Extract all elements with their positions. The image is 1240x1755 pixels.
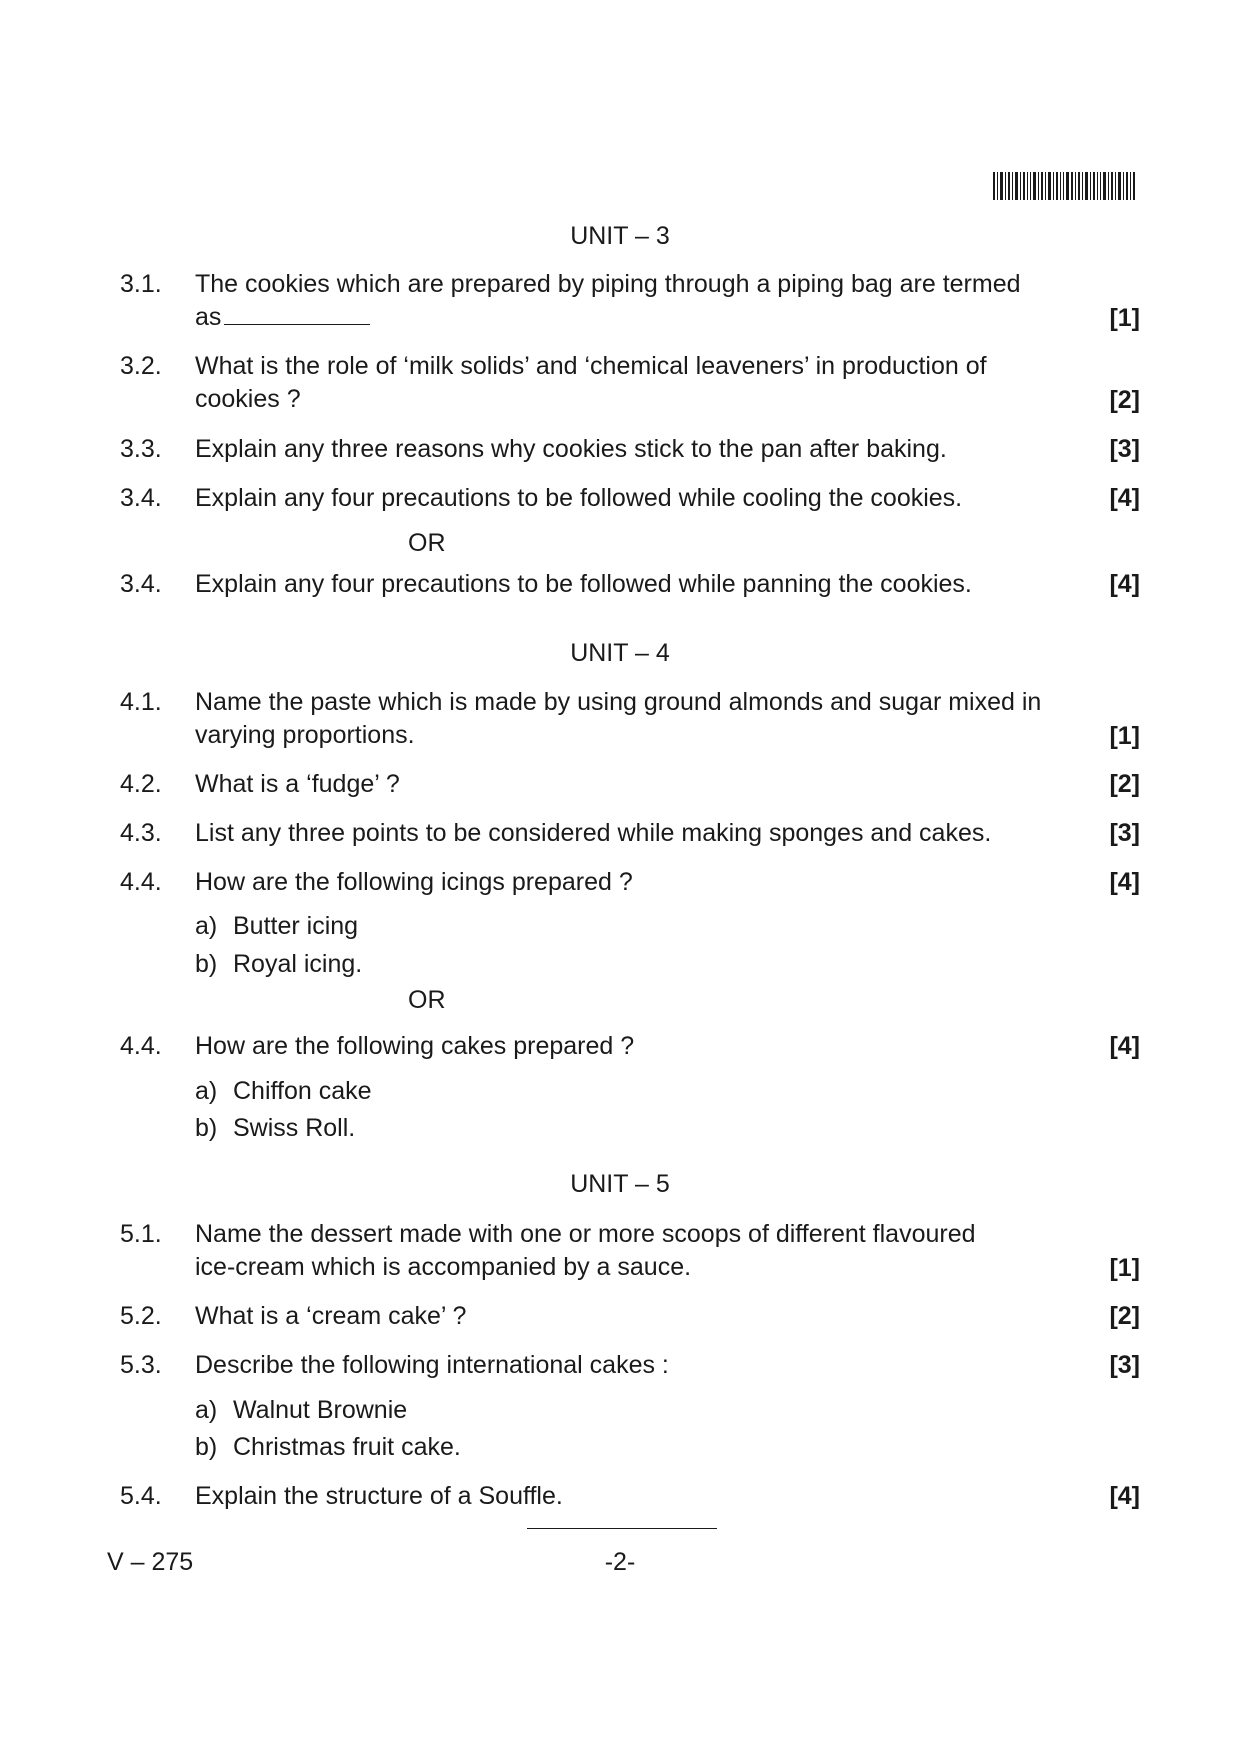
question-number: 3.2. [120, 352, 162, 380]
sub-item-text: Swiss Roll. [233, 1114, 356, 1142]
unit-heading: UNIT – 4 [570, 639, 670, 667]
question-text: ice-cream which is accompanied by a sauce. [195, 1253, 692, 1281]
question-text: as [195, 303, 222, 331]
sub-item [195, 1431, 461, 1464]
question-text: Explain any three reasons why cookies stick to the pan after baking. [195, 435, 947, 463]
marks: [1] [1109, 304, 1140, 332]
unit-heading: UNIT – 3 [570, 222, 670, 250]
sub-item [195, 910, 358, 943]
question-number: 3.4. [120, 570, 162, 598]
barcode-icon [993, 172, 1135, 200]
question-text-line-2 [195, 301, 370, 334]
question-text: How are the following icings prepared ? [195, 868, 633, 896]
sub-item-letter: b) [195, 950, 218, 978]
question-text: cookies ? [195, 385, 301, 413]
marks: [4] [1109, 1482, 1140, 1510]
question-number: 4.4. [120, 1032, 162, 1060]
marks: [3] [1109, 819, 1140, 847]
sub-item [195, 1075, 372, 1108]
question-text: What is a ‘cream cake’ ? [195, 1302, 467, 1330]
sub-item-text: Walnut Brownie [233, 1396, 408, 1424]
question-number: 3.3. [120, 435, 162, 463]
question-text: What is a ‘fudge’ ? [195, 770, 400, 798]
page-number: -2- [604, 1548, 636, 1576]
question-number: 5.1. [120, 1220, 162, 1248]
sub-item-letter: b) [195, 1114, 218, 1142]
question-number: 5.3. [120, 1351, 162, 1379]
unit-heading: UNIT – 5 [570, 1170, 670, 1198]
or-separator: OR [408, 529, 446, 557]
answer-blank [224, 302, 370, 325]
sub-item [195, 1112, 355, 1145]
sub-item-text: Butter icing [233, 912, 359, 940]
sub-item-letter: a) [195, 912, 218, 940]
sub-item-text: Christmas fruit cake. [233, 1433, 461, 1461]
question-text: What is the role of ‘milk solids’ and ‘chemical leaveners’ in production of [195, 352, 987, 380]
marks: [2] [1109, 770, 1140, 798]
question-text: Explain the structure of a Souffle. [195, 1482, 563, 1510]
sub-item-letter: b) [195, 1433, 218, 1461]
question-text: Explain any four precautions to be followed while panning the cookies. [195, 570, 972, 598]
paper-code: V – 275 [107, 1548, 194, 1576]
question-text: Name the dessert made with one or more scoops of different flavoured [195, 1220, 976, 1248]
question-text: The cookies which are prepared by piping through a piping bag are termed [195, 270, 1021, 298]
marks: [4] [1109, 570, 1140, 598]
question-text: varying proportions. [195, 721, 415, 749]
marks: [4] [1109, 868, 1140, 896]
sub-item-letter: a) [195, 1396, 218, 1424]
marks: [2] [1109, 386, 1140, 414]
question-number: 5.4. [120, 1482, 162, 1510]
sub-item-text: Royal icing. [233, 950, 363, 978]
question-number: 3.4. [120, 484, 162, 512]
question-text: How are the following cakes prepared ? [195, 1032, 635, 1060]
marks: [1] [1109, 1254, 1140, 1282]
question-text: Describe the following international cakes : [195, 1351, 669, 1379]
marks: [4] [1109, 484, 1140, 512]
question-number: 4.4. [120, 868, 162, 896]
question-number: 3.1. [120, 270, 162, 298]
question-number: 5.2. [120, 1302, 162, 1330]
marks: [4] [1109, 1032, 1140, 1060]
question-number: 4.2. [120, 770, 162, 798]
question-number: 4.1. [120, 688, 162, 716]
or-separator: OR [408, 986, 446, 1014]
end-rule [527, 1528, 717, 1529]
question-text: Explain any four precautions to be followed while cooling the cookies. [195, 484, 963, 512]
question-text: Name the paste which is made by using ground almonds and sugar mixed in [195, 688, 1042, 716]
sub-item [195, 1394, 407, 1427]
question-number: 4.3. [120, 819, 162, 847]
marks: [3] [1109, 435, 1140, 463]
sub-item [195, 948, 362, 981]
sub-item-text: Chiffon cake [233, 1077, 372, 1105]
sub-item-letter: a) [195, 1077, 218, 1105]
question-text: List any three points to be considered while making sponges and cakes. [195, 819, 992, 847]
marks: [1] [1109, 722, 1140, 750]
marks: [3] [1109, 1351, 1140, 1379]
marks: [2] [1109, 1302, 1140, 1330]
